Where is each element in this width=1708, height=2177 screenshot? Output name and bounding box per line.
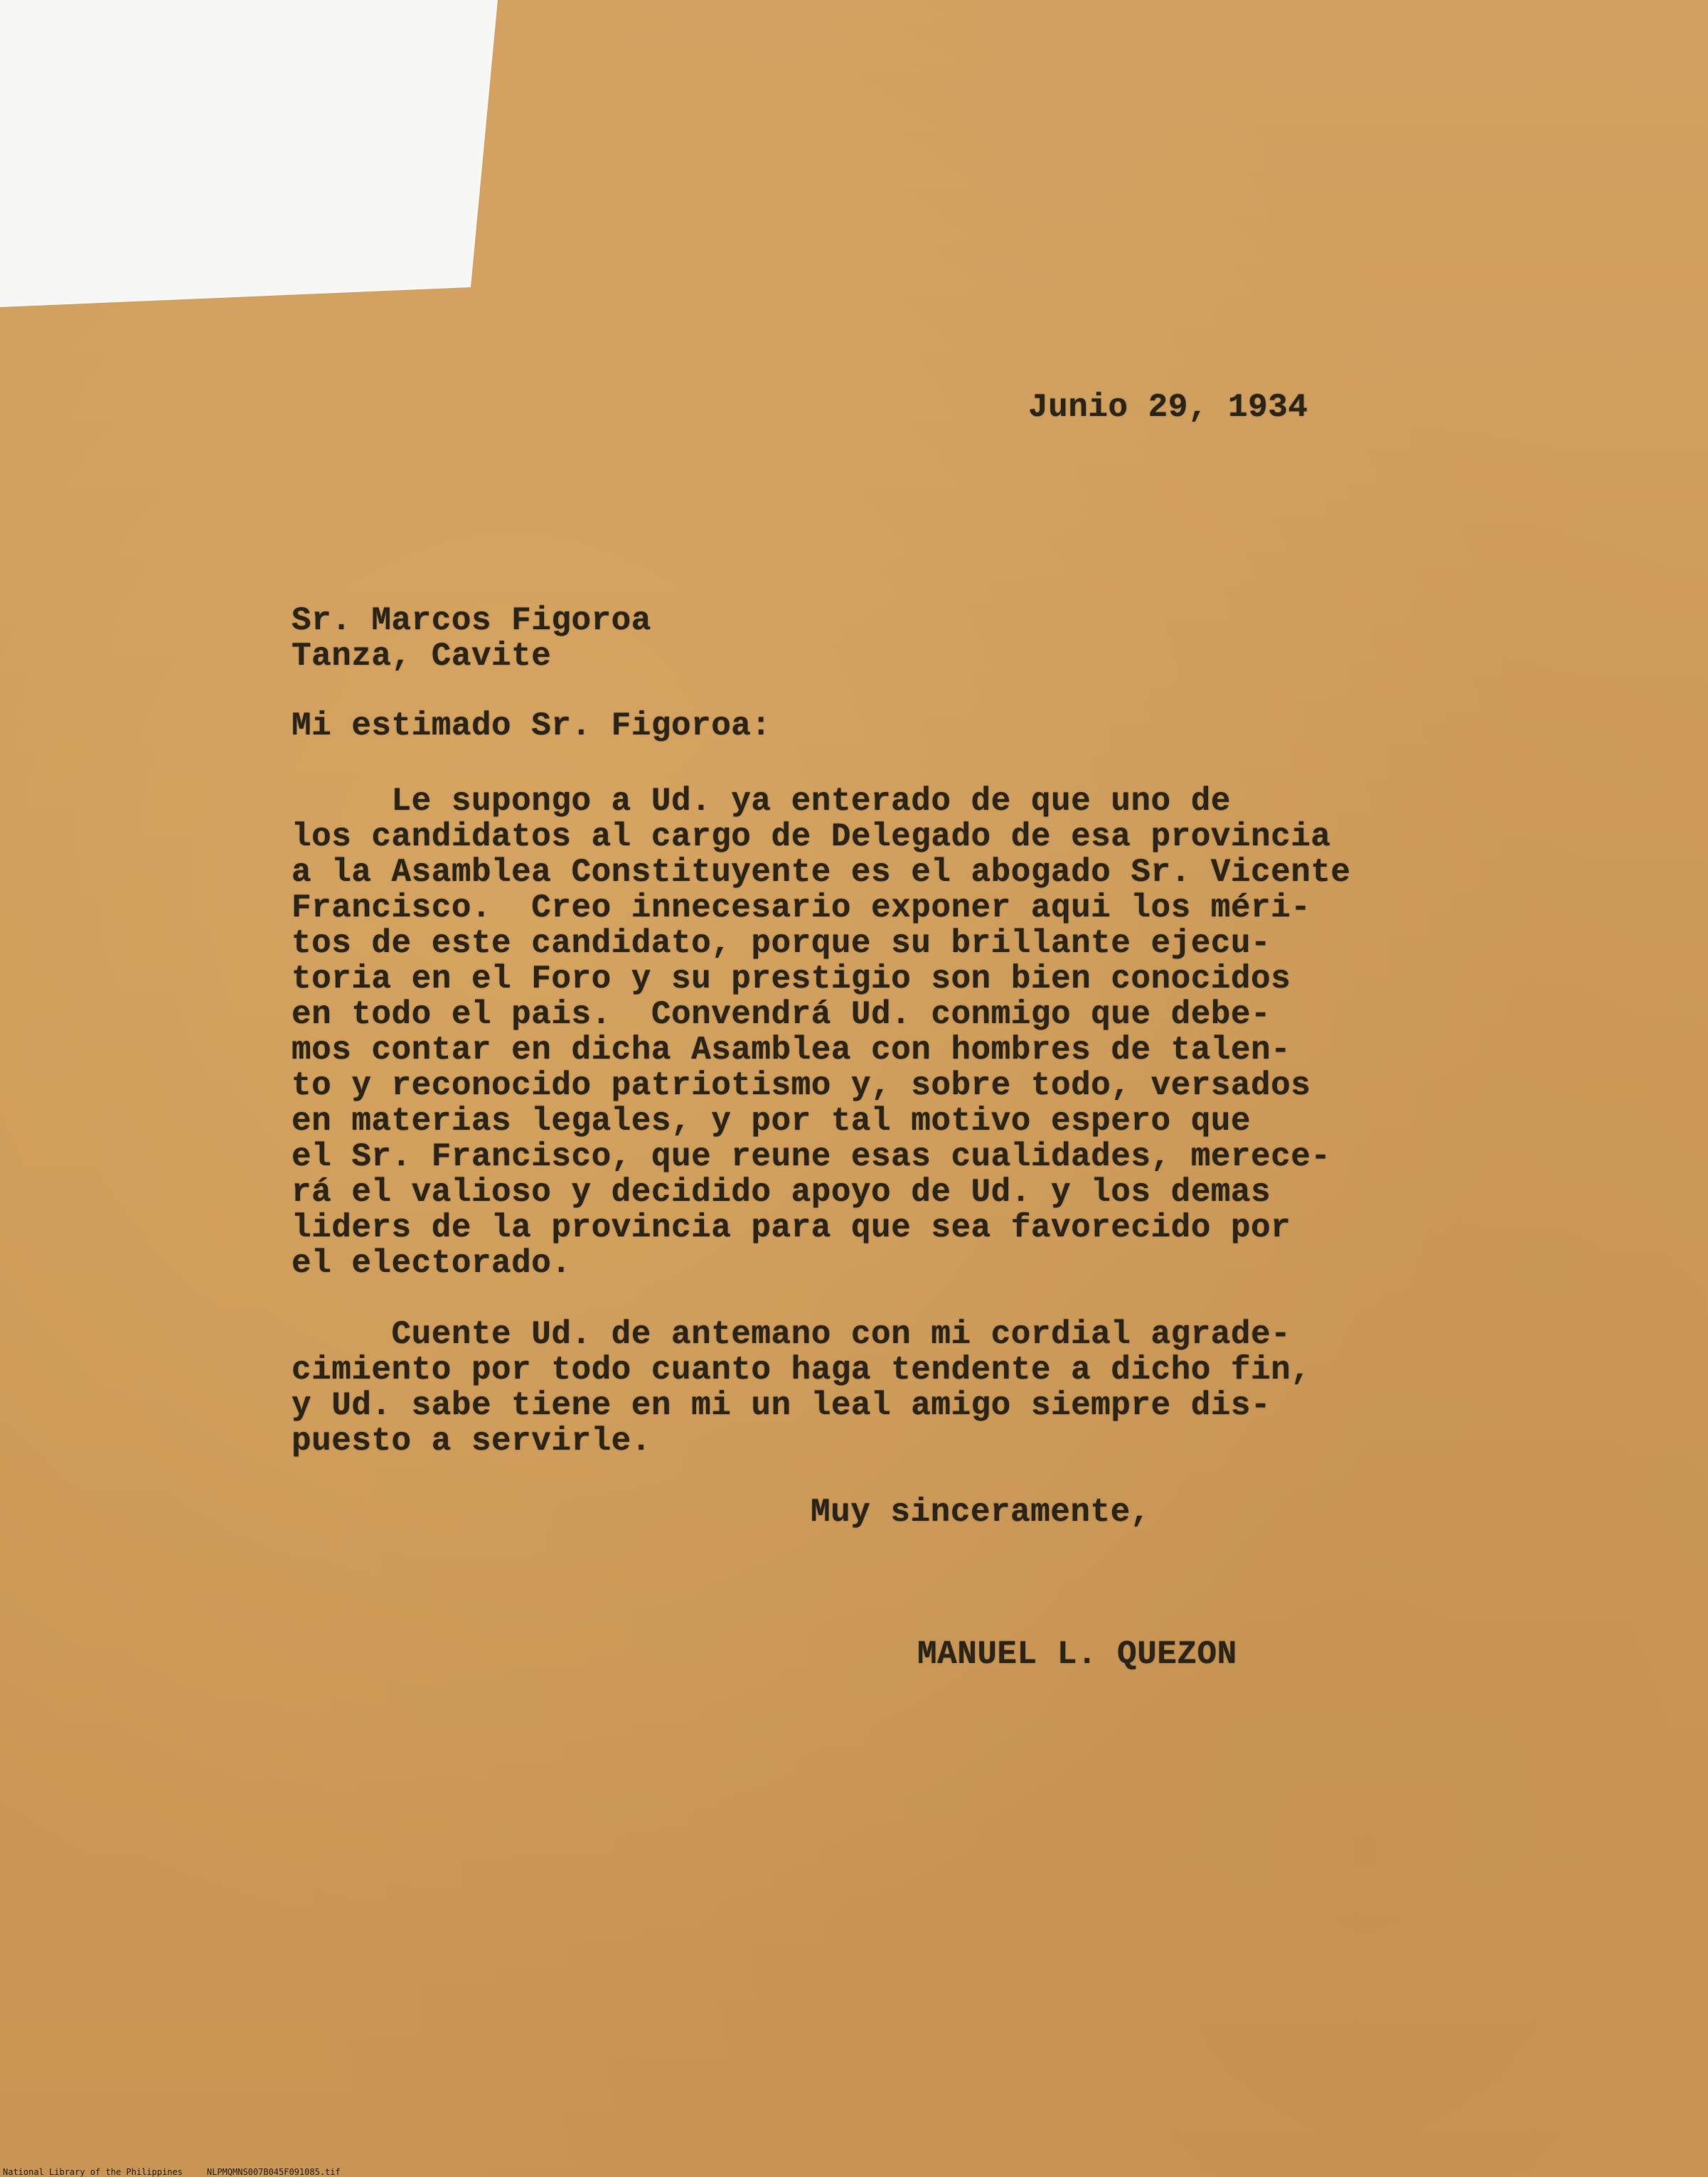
body-paragraph-2: Cuente Ud. de antemano con mi cordial agrade- cimiento por todo cuanto haga tendente a dicho fin, y Ud. sabe tiene en mi un leal amigo siempre dis- puesto a servirle. bbox=[292, 1316, 1311, 1460]
scan-footer bbox=[3, 2167, 341, 2177]
body-paragraph-1: Le supongo a Ud. ya enterado de que uno de los candidatos al cargo de Delegado de esa provincia a la Asamblea Constituyente es el abogado Sr. Vicente Francisco. Creo innecesario exponer aqui los méri- tos de este candidato, porque su brillante ejecu- toria en el Foro y su prestigio son bien conocidos en todo el pais. Convendrá Ud. conmigo que debe- mos contar en dicha Asamblea con hombres de talen- to y reconocido patriotismo y, sobre todo, versados en materias legales, y por tal motivo espero que el Sr. Francisco, que reune esas cualidades, merece- rá el valioso y decidido apoyo de Ud. y los demas liders de la provincia para que sea favorecido por el electorado. bbox=[292, 783, 1351, 1282]
signature-name: MANUEL L. QUEZON bbox=[917, 1636, 1237, 1673]
footer-library: National Library of the Philippines bbox=[3, 2167, 183, 2177]
paper-corner-white bbox=[0, 0, 498, 309]
salutation: Mi estimado Sr. Figoroa: bbox=[292, 707, 772, 744]
recipient-name: Sr. Marcos Figoroa bbox=[292, 602, 651, 639]
closing: Muy sinceramente, bbox=[811, 1494, 1151, 1531]
footer-file-id: NLPMQMNS007B045F091085.tif bbox=[206, 2167, 341, 2177]
recipient-location: Tanza, Cavite bbox=[292, 638, 552, 675]
letter-date: Junio 29, 1934 bbox=[1028, 389, 1308, 426]
